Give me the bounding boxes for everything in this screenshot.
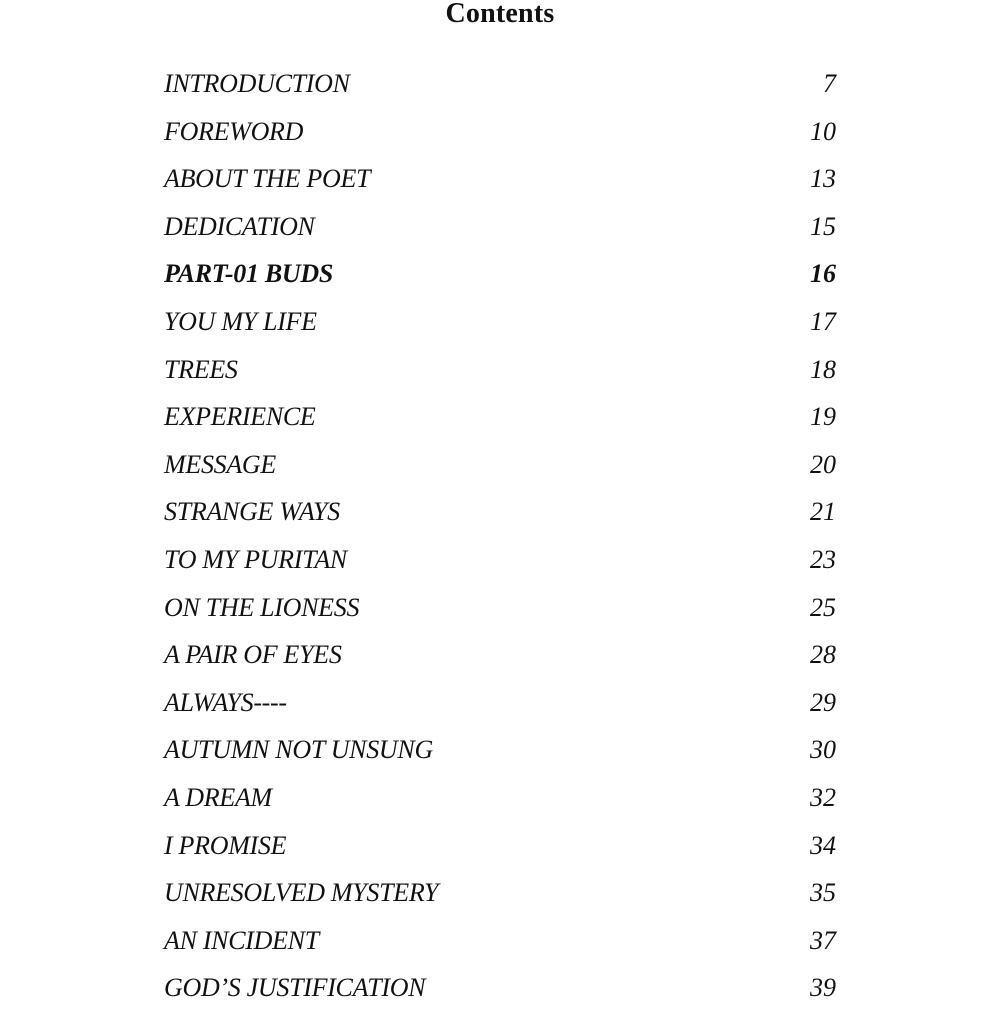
toc-entry-title: GOD’S JUSTIFICATION — [164, 973, 426, 1003]
toc-entry-page-number: 20 — [810, 449, 836, 479]
toc-entry-title: EXPERIENCE — [164, 402, 316, 432]
toc-entry-page-number: 16 — [810, 259, 836, 289]
toc-entry-page-number: 21 — [810, 497, 836, 527]
toc-entry-title: ABOUT THE POET — [164, 164, 371, 194]
toc-entry[interactable] — [164, 203, 836, 251]
toc-entry[interactable] — [164, 726, 836, 774]
table-of-contents — [164, 60, 836, 1012]
toc-entry[interactable] — [164, 155, 836, 203]
toc-entry-title: ALWAYS---- — [164, 687, 287, 717]
toc-entry-title: PART-01 BUDS — [164, 259, 334, 289]
toc-entry[interactable] — [164, 298, 836, 346]
toc-entry-page-number: 39 — [810, 973, 836, 1003]
toc-entry-page-number: 23 — [810, 544, 836, 574]
toc-entry-page-number: 18 — [810, 354, 836, 384]
toc-entry-page-number: 10 — [810, 116, 836, 146]
toc-entry-page-number: 19 — [810, 402, 836, 432]
toc-entry[interactable] — [164, 917, 836, 965]
toc-entry-title: A DREAM — [164, 782, 272, 812]
toc-entry-title: I PROMISE — [164, 830, 287, 860]
toc-entry[interactable] — [164, 584, 836, 632]
toc-entry[interactable] — [164, 441, 836, 489]
toc-entry-title: UNRESOLVED MYSTERY — [164, 878, 439, 908]
toc-entry-title: ON THE LIONESS — [164, 592, 360, 622]
toc-entry[interactable] — [164, 774, 836, 822]
toc-entry-page-number: 30 — [810, 735, 836, 765]
toc-entry[interactable] — [164, 60, 836, 108]
toc-section-heading[interactable] — [164, 250, 836, 298]
toc-entry-page-number: 25 — [810, 592, 836, 622]
toc-entry[interactable] — [164, 822, 836, 870]
toc-entry-title: FOREWORD — [164, 116, 304, 146]
toc-entry-title: AN INCIDENT — [164, 925, 319, 955]
toc-entry-title: INTRODUCTION — [164, 69, 350, 98]
toc-entry[interactable] — [164, 679, 836, 727]
toc-entry-page-number: 17 — [810, 306, 836, 336]
toc-entry-page-number: 7 — [823, 69, 836, 98]
toc-entry[interactable] — [164, 964, 836, 1012]
toc-entry[interactable] — [164, 346, 836, 394]
toc-entry[interactable] — [164, 869, 836, 917]
toc-entry[interactable] — [164, 536, 836, 584]
toc-entry[interactable] — [164, 108, 836, 156]
toc-entry-page-number: 32 — [810, 782, 836, 812]
toc-entry-page-number: 13 — [810, 164, 836, 194]
toc-entry-page-number: 28 — [810, 640, 836, 670]
toc-entry-title: A PAIR OF EYES — [164, 640, 342, 670]
toc-entry-title: STRANGE WAYS — [164, 497, 340, 527]
toc-entry-title: TO MY PURITAN — [164, 544, 347, 574]
toc-entry-title: AUTUMN NOT UNSUNG — [164, 735, 433, 765]
toc-entry[interactable] — [164, 631, 836, 679]
toc-entry-page-number: 15 — [810, 211, 836, 241]
toc-entry-title: DEDICATION — [164, 211, 315, 241]
toc-entry-title: YOU MY LIFE — [164, 306, 317, 336]
toc-entry[interactable] — [164, 393, 836, 441]
toc-entry-page-number: 37 — [810, 925, 836, 955]
toc-entry[interactable] — [164, 488, 836, 536]
page-title: Contents — [445, 0, 555, 29]
toc-entry-page-number: 34 — [810, 830, 836, 860]
toc-entry-page-number: 35 — [810, 878, 836, 908]
toc-entry-title: MESSAGE — [164, 449, 276, 479]
toc-entry-page-number: 29 — [810, 687, 836, 717]
toc-entry-title: TREES — [164, 354, 238, 384]
